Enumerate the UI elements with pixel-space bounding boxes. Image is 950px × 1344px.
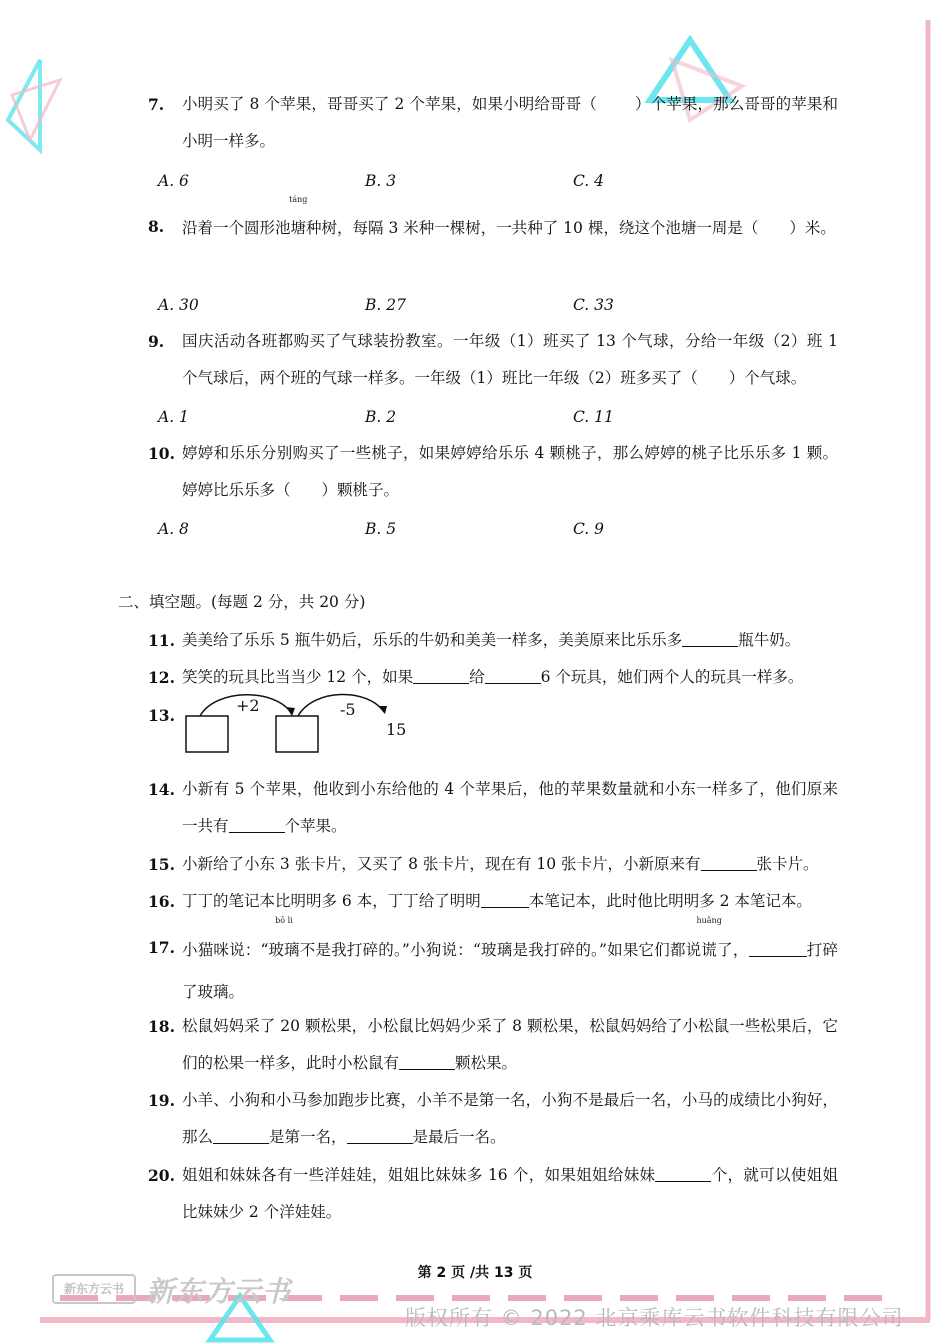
answer-blank[interactable] xyxy=(229,817,285,834)
option-c: C. 4 xyxy=(573,172,605,190)
answer-blank[interactable] xyxy=(749,941,807,958)
question-text: 国庆活动各班都购买了气球装扮教室。一年级（1）班买了 13 个气球，分给一年级（2）班 1 个气球后，两个班的气球一样多。一年级（1）班比一年级（2）班多买了（ ）个气球。 xyxy=(182,332,838,387)
option-a: A. 6 xyxy=(158,172,189,190)
question-number: 10. xyxy=(148,444,175,463)
option-c: C. 33 xyxy=(573,296,614,314)
question-number: 14. xyxy=(148,780,175,799)
operation-label: -5 xyxy=(340,700,356,719)
question-text: 笑笑的玩具比当当少 12 个，如果 给 6 个玩具，她们两个人的玩具一样多。 xyxy=(182,668,804,686)
question-number: 17. xyxy=(148,938,175,957)
answer-blank[interactable] xyxy=(701,855,757,872)
question-number: 11. xyxy=(148,631,175,650)
result-value: 15 xyxy=(386,720,407,739)
question-19 xyxy=(148,1082,838,1156)
question-14 xyxy=(148,771,838,845)
question-text: 沿着一个圆形池 táng 塘种树，每隔 3 米种一棵树，一共种了 10 棵，绕这个池塘一周是（ ）米。 xyxy=(182,208,838,248)
option-b: B. 27 xyxy=(365,296,406,314)
question-number: 8. xyxy=(148,217,165,236)
question-text: 松鼠妈妈采了 20 颗松果，小松鼠比妈妈少采了 8 颗松果，松鼠妈妈给了小松鼠一些松果后，它们的松果一样多，此时小松鼠有 颗松果。 xyxy=(182,1017,838,1072)
question-number: 16. xyxy=(148,892,175,911)
question-20 xyxy=(148,1157,838,1231)
question-text: 美美给了乐乐 5 瓶牛奶后，乐乐的牛奶和美美一样多，美美原来比乐乐多 瓶牛奶。 xyxy=(182,631,801,649)
option-a: A. 30 xyxy=(158,296,199,314)
brand-logo-text: 新东方云书 xyxy=(146,1275,292,1308)
question-11 xyxy=(148,622,838,659)
question-text: 小猫咪说：“ bō li 玻璃不是我打碎的。”小狗说：“玻璃是我打碎的。”如果它们都说 huǎng 谎了， 打碎了玻璃。 xyxy=(182,916,838,1001)
question-text: 丁丁的笔记本比明明多 6 本，丁丁给了明明 本笔记本，此时他比明明多 2 本笔记本。 xyxy=(182,892,812,910)
pinyin-annotation: huǎng 谎 xyxy=(696,916,722,959)
option-b: B. 3 xyxy=(365,172,397,190)
section-title: 二、填空题。(每题 2 分，共 20 分) xyxy=(118,593,366,611)
copyright-text: 版权所有 © 2022 北京乘库云书软件科技有限公司 xyxy=(405,1306,904,1330)
option-c: C. 9 xyxy=(573,520,605,538)
question-number: 7. xyxy=(148,95,165,114)
option-b: B. 5 xyxy=(365,520,397,538)
question-text: 小新给了小东 3 张卡片，又买了 8 张卡片，现在有 10 张卡片，小新原来有 张卡片。 xyxy=(182,855,819,873)
question-text: 小明买了 8 个苹果，哥哥买了 2 个苹果，如果小明给哥哥（ ）个苹果，那么哥哥的苹果和小明一样多。 xyxy=(182,95,838,150)
answer-blank[interactable] xyxy=(485,668,541,685)
question-17 xyxy=(148,916,838,1013)
option-b: B. 2 xyxy=(365,408,397,426)
operation-label: +2 xyxy=(236,696,260,715)
answer-blank[interactable] xyxy=(213,1128,269,1145)
answer-blank[interactable] xyxy=(413,668,469,685)
arrowhead xyxy=(378,706,387,714)
page-number: 第 2 页 /共 13 页 xyxy=(417,1265,533,1281)
question-number: 9. xyxy=(148,332,165,351)
option-a: A. 8 xyxy=(158,520,189,538)
answer-blank[interactable] xyxy=(347,1128,413,1145)
question-8 xyxy=(148,195,838,248)
question-number: 12. xyxy=(148,668,175,687)
question-7 xyxy=(148,86,838,160)
question-number: 15. xyxy=(148,855,175,874)
question-number: 13. xyxy=(148,706,175,725)
question-text: 姐姐和妹妹各有一些洋娃娃，姐姐比妹妹多 16 个，如果姐姐给妹妹 个，就可以使姐姐比妹妹少 2 个洋娃娃。 xyxy=(182,1166,838,1221)
option-c: C. 11 xyxy=(573,408,614,426)
pinyin-annotation: táng 塘 xyxy=(289,195,308,237)
answer-blank[interactable] xyxy=(682,631,738,648)
question-number: 19. xyxy=(148,1091,175,1110)
question-text: 小新有 5 个苹果，他收到小东给他的 4 个苹果后，他的苹果数量就和小东一样多了，他们原来一共有 个苹果。 xyxy=(182,780,838,835)
question-text: 婷婷和乐乐分别购买了一些桃子，如果婷婷给乐乐 4 颗桃子，那么婷婷的桃子比乐乐多 1 颗。婷婷比乐乐多（ ）颗桃子。 xyxy=(182,444,838,499)
answer-box-1[interactable] xyxy=(186,716,228,752)
pinyin-annotation: bō li 玻璃 xyxy=(268,916,300,959)
answer-blank[interactable] xyxy=(481,892,529,909)
question-text: 小羊、小狗和小马参加跑步比赛，小羊不是第一名，小狗不是最后一名，小马的成绩比小狗好，那么 是第一名， 是最后一名。 xyxy=(182,1091,838,1146)
question-10 xyxy=(148,435,838,509)
question-number: 18. xyxy=(148,1017,175,1036)
arrow-diagram xyxy=(180,690,440,760)
answer-blank[interactable] xyxy=(399,1054,455,1071)
question-number: 20. xyxy=(148,1166,175,1185)
option-a: A. 1 xyxy=(158,408,189,426)
answer-blank[interactable] xyxy=(655,1166,711,1183)
answer-box-2[interactable] xyxy=(276,716,318,752)
brand-logo-box: 新东方云书 xyxy=(52,1274,136,1304)
question-15 xyxy=(148,846,838,883)
arrowhead xyxy=(286,707,295,716)
question-18 xyxy=(148,1008,838,1082)
question-9 xyxy=(148,323,838,397)
question-16 xyxy=(148,883,838,920)
